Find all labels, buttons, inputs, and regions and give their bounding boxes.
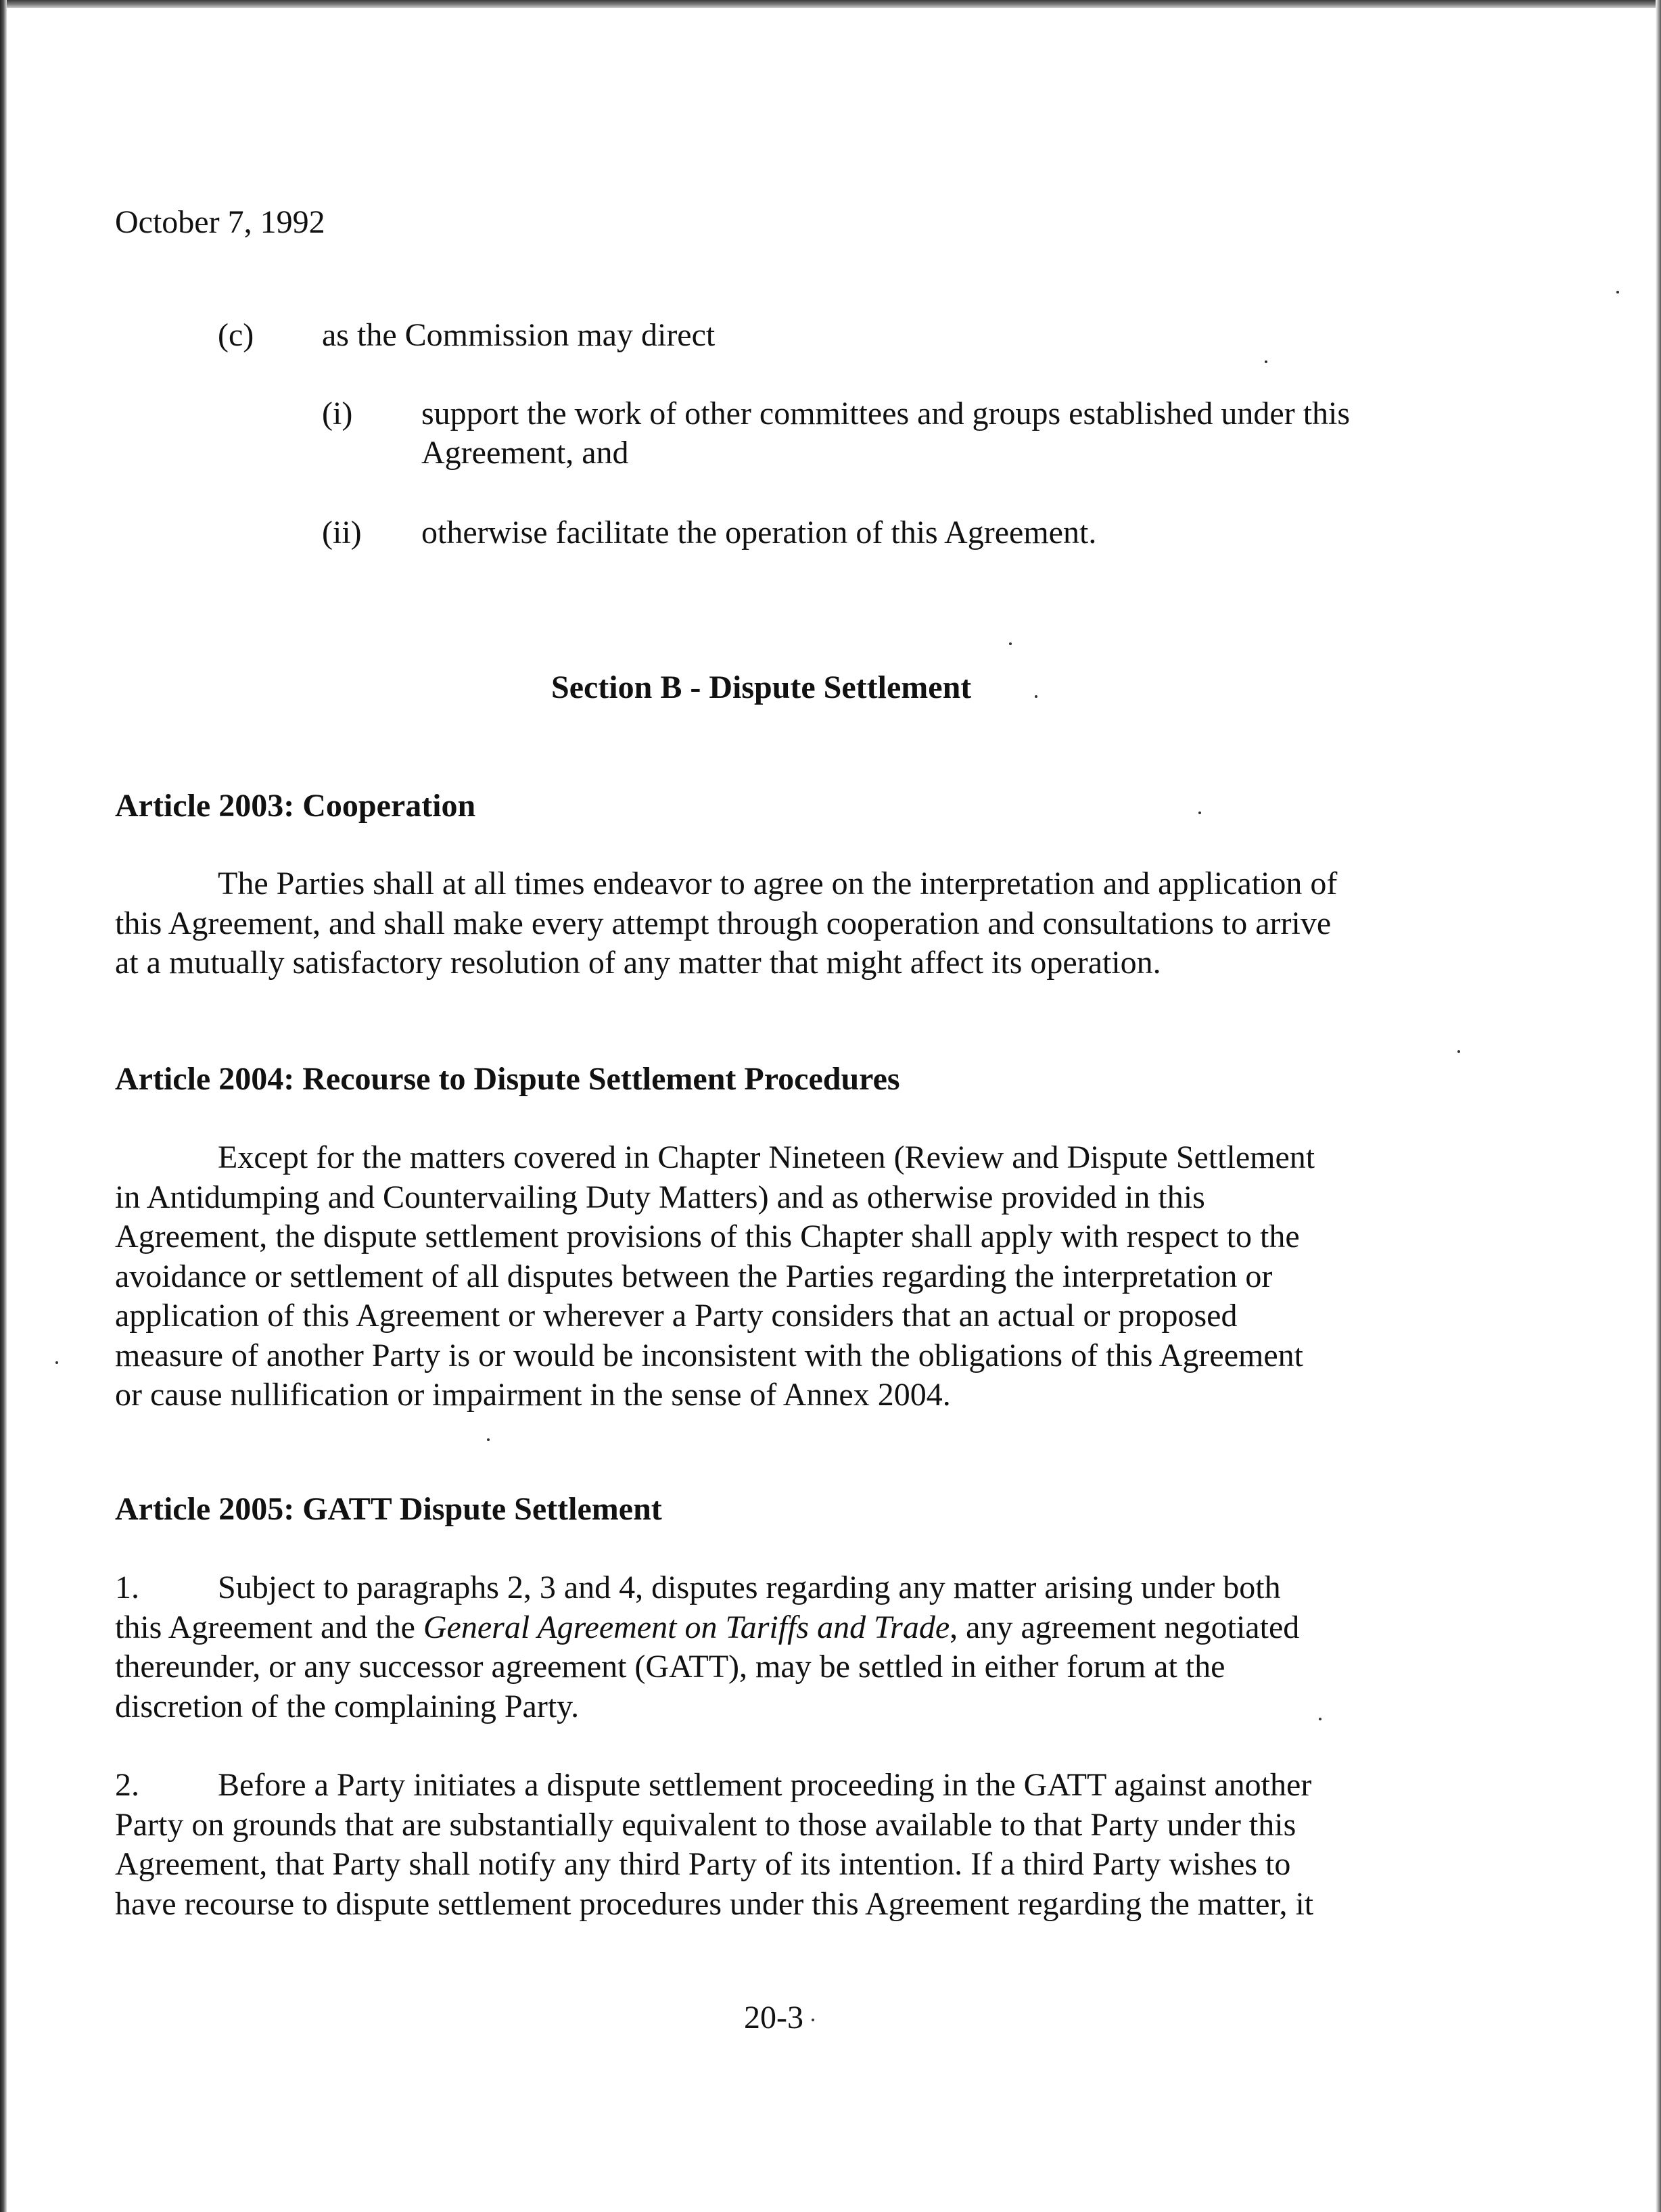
article-2004-line: in Antidumping and Countervailing Duty Matters) and as otherwise provided in this — [115, 1179, 1205, 1215]
article-2003-line: this Agreement, and shall make every attempt through cooperation and consultations to arrive — [115, 905, 1332, 941]
article-2005-paragraph-1 — [115, 1568, 1522, 1726]
scan-speck — [1457, 1050, 1460, 1053]
document-date: October 7, 1992 — [115, 204, 325, 240]
article-2003-heading: Article 2003: Cooperation — [115, 788, 476, 824]
scan-speck — [1616, 291, 1619, 293]
paragraph-text: , any agreement negotiated — [950, 1609, 1300, 1645]
list-item-i-line-1: support the work of other committees and groups established under this — [421, 396, 1351, 431]
paragraph-2-line-4: have recourse to dispute settlement procedures under this Agreement regarding the matter, it — [115, 1885, 1314, 1922]
article-2005-paragraph-2 — [115, 1766, 1522, 1924]
section-title: Section B - Dispute Settlement — [551, 669, 972, 705]
gatt-title-italic: General Agreement on Tariffs and Trade — [423, 1609, 950, 1645]
article-2004-line: measure of another Party is or would be inconsistent with the obligations of this Agreement — [115, 1337, 1303, 1373]
list-item-i-line-2: Agreement, and — [421, 435, 629, 471]
scan-speck — [812, 2019, 814, 2021]
scan-edge-left — [0, 0, 7, 2212]
list-marker-i: (i) — [322, 396, 353, 431]
list-item-ii-text: otherwise facilitate the operation of this Agreement. — [421, 515, 1097, 550]
scan-speck — [55, 1361, 58, 1364]
paragraph-2-line-1 — [115, 1766, 1522, 1806]
article-2004-line: or cause nullification or impairment in the sense of Annex 2004. — [115, 1377, 951, 1413]
paragraph-text: this Agreement and the — [115, 1609, 423, 1645]
article-2004-line: Except for the matters covered in Chapter Nineteen (Review and Dispute Settlement — [218, 1139, 1315, 1175]
article-2003-line: at a mutually satisfactory resolution of any matter that might affect its operation. — [115, 945, 1161, 981]
article-2004-paragraph — [115, 1138, 1522, 1415]
article-2005-heading: Article 2005: GATT Dispute Settlement — [115, 1491, 662, 1527]
list-marker-c: (c) — [218, 317, 254, 353]
article-2004-heading: Article 2004: Recourse to Dispute Settlement Procedures — [115, 1061, 900, 1097]
scan-speck — [1198, 811, 1201, 814]
paragraph-1-line-2 — [115, 1608, 1522, 1648]
paragraph-number: 2. — [115, 1767, 139, 1803]
paragraph-1-line-3: thereunder, or any successor agreement (GATT), may be settled in either forum at the — [115, 1649, 1225, 1685]
page-number: 20-3 — [744, 2000, 803, 2035]
paragraph-2-line-3: Agreement, that Party shall notify any third Party of its intention. If a third Party wishes to — [115, 1846, 1291, 1882]
article-2004-line: application of this Agreement or wherever a Party considers that an actual or proposed — [115, 1298, 1238, 1334]
scan-speck — [1319, 1718, 1321, 1720]
scan-edge-right — [1656, 0, 1661, 2212]
article-2003-paragraph — [115, 864, 1522, 983]
paragraph-1-line-1 — [115, 1568, 1522, 1608]
scan-speck — [1035, 695, 1037, 698]
paragraph-2-line-2: Party on grounds that are substantially equivalent to those available to that Party under this — [115, 1806, 1296, 1843]
scan-speck — [487, 1438, 490, 1441]
article-2004-line: Agreement, the dispute settlement provisions of this Chapter shall apply with respect to the — [115, 1219, 1300, 1254]
article-2003-line: The Parties shall at all times endeavor to agree on the interpretation and application of — [218, 866, 1338, 901]
scan-speck — [1265, 360, 1267, 363]
list-marker-ii: (ii) — [322, 515, 362, 550]
paragraph-number: 1. — [115, 1570, 139, 1605]
list-item-c-text: as the Commission may direct — [322, 317, 716, 353]
scan-edge-top — [0, 0, 1661, 8]
article-2004-line: avoidance or settlement of all disputes between the Parties regarding the interpretation or — [115, 1258, 1273, 1294]
paragraph-1-line-4: discretion of the complaining Party. — [115, 1688, 580, 1724]
scan-speck — [1009, 642, 1012, 645]
paragraph-text: Subject to paragraphs 2, 3 and 4, disputes regarding any matter arising under both — [218, 1570, 1281, 1605]
paragraph-text: Before a Party initiates a dispute settlement proceeding in the GATT against another — [218, 1767, 1312, 1803]
